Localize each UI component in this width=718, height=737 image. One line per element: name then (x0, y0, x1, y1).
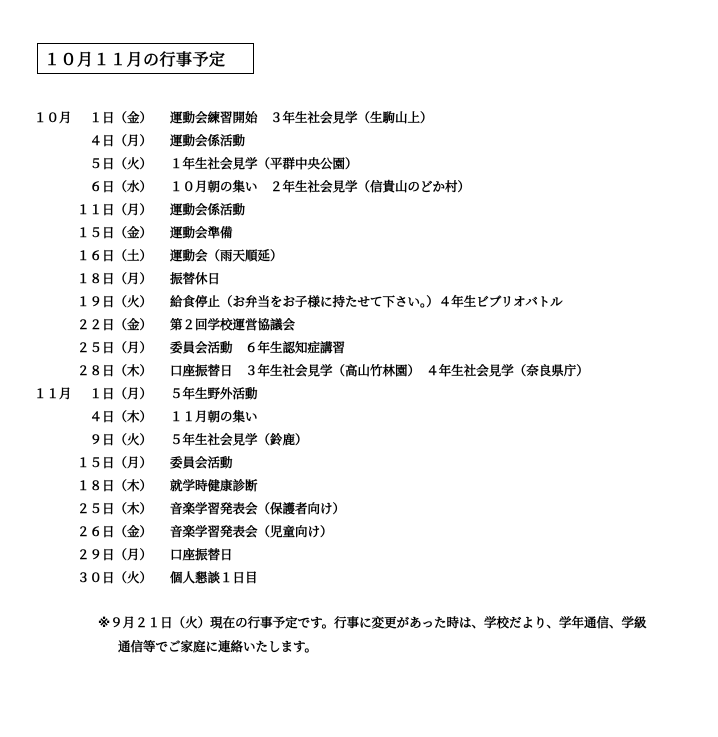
schedule-day: ２６日（金） (76, 524, 152, 539)
schedule-day: ２８日（木） (76, 363, 152, 378)
schedule-row (0, 451, 718, 474)
schedule-event: 運動会練習開始 ３年生社会見学（生駒山上） (170, 110, 433, 125)
schedule-day: ６日（水） (89, 179, 152, 194)
schedule-row (0, 221, 718, 244)
schedule-day: ９日（火） (89, 432, 152, 447)
schedule-day: １１日（月） (76, 202, 152, 217)
schedule-row (0, 543, 718, 566)
schedule-day: １日（金） (89, 110, 152, 125)
note-line-2: 通信等でご家庭に連絡いたします。 (118, 639, 318, 654)
schedule-row (0, 474, 718, 497)
schedule-row (0, 566, 718, 589)
schedule-event: 運動会（雨天順延） (170, 248, 283, 263)
schedule-day: ２９日（月） (76, 547, 152, 562)
schedule-row (0, 175, 718, 198)
schedule-event: 口座振替日 ３年生社会見学（高山竹林園） ４年生社会見学（奈良県庁） (170, 363, 589, 378)
schedule-day: １５日（月） (76, 455, 152, 470)
page-title (37, 43, 254, 74)
note-line-1: ※９月２１日（火）現在の行事予定です。行事に変更があった時は、学校だより、学年通信、学級 (98, 615, 647, 630)
schedule-row (0, 428, 718, 451)
schedule-month: １０月 (34, 110, 72, 125)
schedule-event: 第２回学校運営協議会 (170, 317, 296, 332)
schedule-day: ３０日（火） (76, 570, 152, 585)
schedule-row (0, 313, 718, 336)
schedule-row (0, 290, 718, 313)
schedule-event: ５年生社会見学（鈴鹿） (170, 432, 308, 447)
schedule-event: 個人懇談１日目 (170, 570, 258, 585)
schedule-list (0, 106, 718, 589)
schedule-day: １８日（木） (76, 478, 152, 493)
schedule-event: １０月朝の集い ２年生社会見学（信貴山のどか村） (170, 179, 471, 194)
schedule-day: ２２日（金） (76, 317, 152, 332)
schedule-event: ５年生野外活動 (170, 386, 258, 401)
schedule-row (0, 382, 718, 405)
schedule-day: １８日（月） (76, 271, 152, 286)
schedule-row (0, 359, 718, 382)
schedule-row (0, 198, 718, 221)
schedule-day: １日（月） (89, 386, 152, 401)
schedule-row (0, 405, 718, 428)
schedule-day: １９日（火） (76, 294, 152, 309)
schedule-day: ５日（火） (89, 156, 152, 171)
schedule-day: ４日（木） (89, 409, 152, 424)
schedule-row (0, 129, 718, 152)
schedule-event: 就学時健康診断 (170, 478, 258, 493)
schedule-row (0, 244, 718, 267)
schedule-event: 音楽学習発表会（児童向け） (170, 524, 333, 539)
schedule-event: 音楽学習発表会（保護者向け） (170, 501, 346, 516)
schedule-event: 委員会活動 ６年生認知症講習 (170, 340, 346, 355)
schedule-day: １５日（金） (76, 225, 152, 240)
schedule-day: ４日（月） (89, 133, 152, 148)
schedule-event: １１月朝の集い (170, 409, 258, 424)
schedule-row (0, 267, 718, 290)
schedule-row (0, 106, 718, 129)
schedule-day: １６日（土） (76, 248, 152, 263)
schedule-month: １１月 (34, 386, 72, 401)
schedule-event: １年生社会見学（平群中央公園） (170, 156, 358, 171)
schedule-event: 委員会活動 (170, 455, 233, 470)
schedule-event: 口座振替日 (170, 547, 233, 562)
page-title-text: １０月１１月の行事予定 (44, 50, 226, 69)
schedule-event: 運動会係活動 (170, 133, 246, 148)
schedule-row (0, 520, 718, 543)
schedule-event: 給食停止（お弁当をお子様に持たせて下さい。）４年生ビブリオバトル (170, 294, 563, 309)
schedule-event: 運動会係活動 (170, 202, 246, 217)
schedule-row (0, 152, 718, 175)
schedule-event: 運動会準備 (170, 225, 233, 240)
schedule-row (0, 336, 718, 359)
schedule-day: ２５日（木） (76, 501, 152, 516)
schedule-event: 振替休日 (170, 271, 221, 286)
schedule-note (98, 611, 698, 659)
schedule-day: ２５日（月） (76, 340, 152, 355)
schedule-row (0, 497, 718, 520)
